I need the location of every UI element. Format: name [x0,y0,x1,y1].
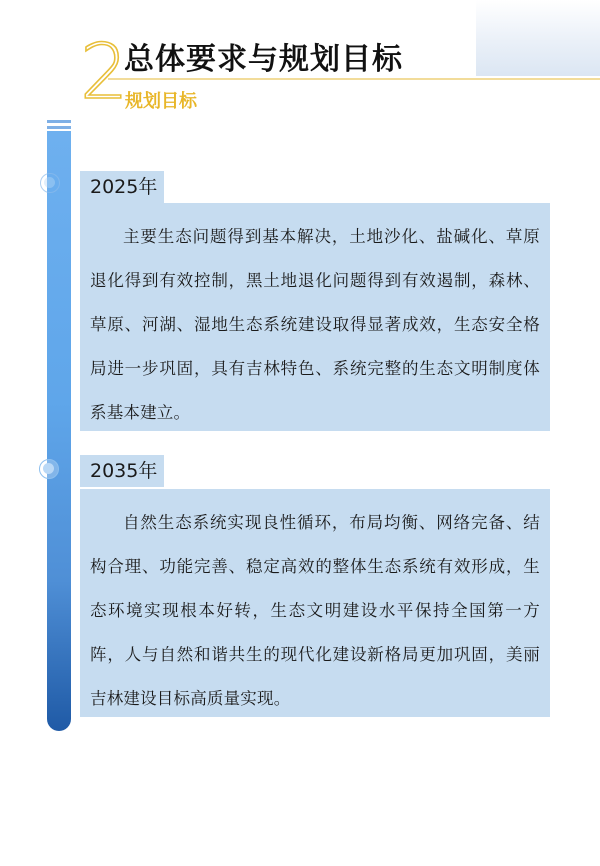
goal-panel-2025 [80,203,550,431]
page-subtitle: 规划目标 [125,91,197,112]
goal-text-2025: 主要生态问题得到基本解决，土地沙化、盐碱化、草原退化得到有效控制，黑土地退化问题得到有效遏制，森林、草原、河湖、湿地生态系统建设取得显著成效，生态安全格局进一步巩固，具有吉林特色、系统完整的生态文明制度体系基本建立。 [90,227,540,422]
timeline-cap-line [47,126,71,129]
corner-decoration [476,0,600,76]
goal-text-2035: 自然生态系统实现良性循环，布局均衡、网络完备、结构合理、功能完善、稳定高效的整体生态系统有效形成，生态环境实现根本好转，生态文明建设水平保持全国第一方阵，人与自然和谐共生的现代化建设新格局更加巩固，美丽吉林建设目标高质量实现。 [90,513,540,708]
page-title: 总体要求与规划目标 [124,42,403,77]
timeline-node-icon [40,173,60,193]
timeline-cap-line [47,120,71,123]
goal-panel-2035 [80,489,550,717]
timeline-node-icon [39,459,59,479]
section-number: 2 [80,27,129,116]
timeline-bar [47,131,71,731]
year-tag-2025: 2025年 [80,171,164,203]
year-tag-2035: 2035年 [80,455,164,487]
